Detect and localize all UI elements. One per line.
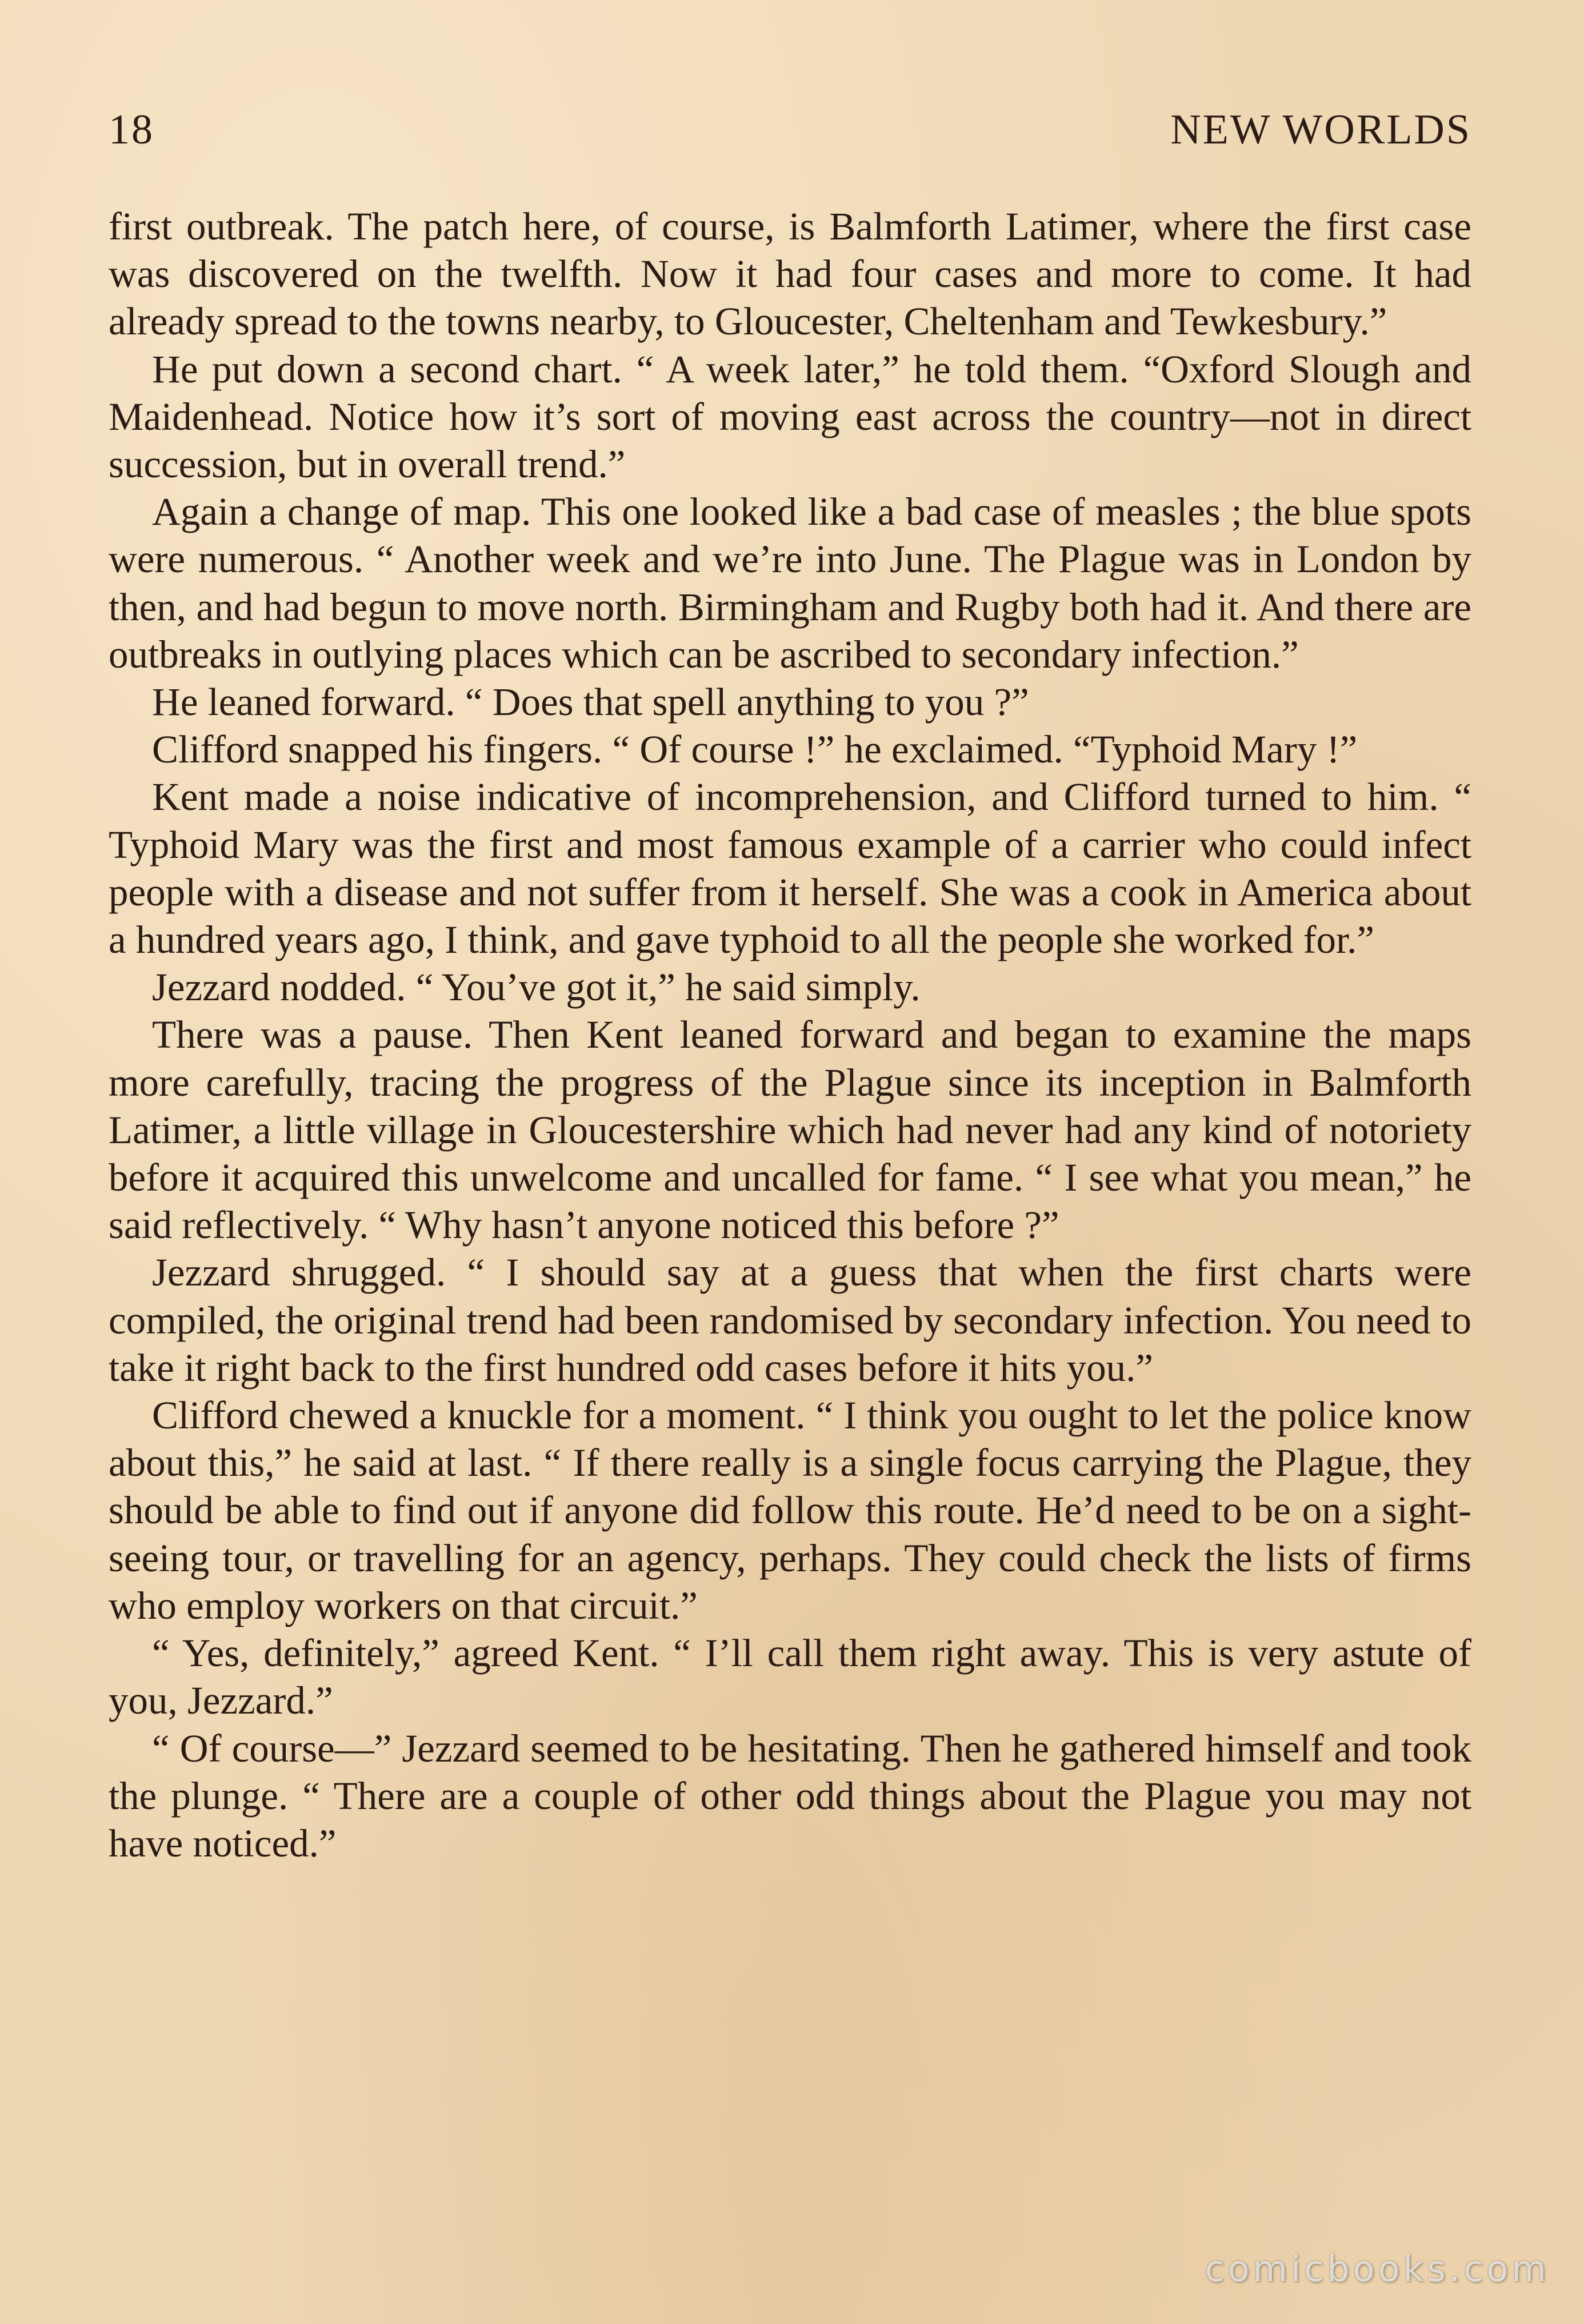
paragraph: Clifford snapped his fingers. “ Of course !” he exclaimed. “Typhoid Mary !” <box>152 728 1358 772</box>
page-number: 18 <box>109 106 154 153</box>
running-title: NEW WORLDS <box>1170 106 1471 153</box>
paragraph: He put down a second chart. “ A week later,” he told them. “Oxford Slough and Maidenhead. Notice how it’s sort of moving east across the country—not in direct succession, but in overall trend.” <box>109 347 1471 486</box>
paragraph-continued: first outbreak. The patch here, of course, is Balmforth Latimer, where the first case was discovered on the twelfth. Now it had four cases and more to come. It had already spread to the towns nearby, to Gloucester, Cheltenham and Tewkesbury.” <box>109 205 1471 344</box>
paragraph: There was a pause. Then Kent leaned forward and began to examine the maps more carefully, tracing the progress of the Plague since its inception in Balmforth Latimer, a little village in Gloucestershire which had never had any kind of notoriety before it acquired this unwelcome and uncalled for fame. “ I see what you mean,” he said reflectively. “ Why hasn’t anyone noticed this before ?” <box>109 1013 1471 1247</box>
body-text <box>109 203 1471 1867</box>
watermark: comicbooks.com <box>1205 2248 1550 2290</box>
paragraph: Jezzard nodded. “ You’ve got it,” he said simply. <box>152 965 921 1009</box>
paragraph: Kent made a noise indicative of incomprehension, and Clifford turned to him. “ Typhoid Mary was the first and most famous example of a carrier who could infect people with a disease and not suffer from it herself. She was a cook in America about a hundred years ago, I think, and gave typhoid to all the people she worked for.” <box>109 775 1471 962</box>
paragraph: “ Of course—” Jezzard seemed to be hesitating. Then he gathered himself and took the plunge. “ There are a couple of other odd things about the Plague you may not have noticed.” <box>109 1726 1471 1865</box>
paragraph: Jezzard shrugged. “ I should say at a guess that when the first charts were compiled, the original trend had been randomised by secondary infection. You need to take it right back to the first hundred odd cases before it hits you.” <box>109 1251 1471 1389</box>
paragraph: Clifford chewed a knuckle for a moment. “ I think you ought to let the police know about this,” he said at last. “ If there really is a single focus carrying the Plague, they should be able to find out if anyone did follow this route. He’d need to be on a sight-seeing tour, or travelling for an agency, perhaps. They could check the lists of firms who employ workers on that circuit.” <box>109 1393 1471 1627</box>
paragraph: He leaned forward. “ Does that spell anything to you ?” <box>152 680 1029 724</box>
page-header <box>109 106 1471 163</box>
paragraph: “ Yes, definitely,” agreed Kent. “ I’ll call them right away. This is very astute of you, Jezzard.” <box>109 1631 1471 1723</box>
paragraph: Again a change of map. This one looked like a bad case of measles ; the blue spots were numerous. “ Another week and we’re into June. The Plague was in London by then, and had begun to move north. Birmingham and Rugby both had it. And there are outbreaks in outlying places which can be ascribed to secondary infection.” <box>109 490 1471 676</box>
